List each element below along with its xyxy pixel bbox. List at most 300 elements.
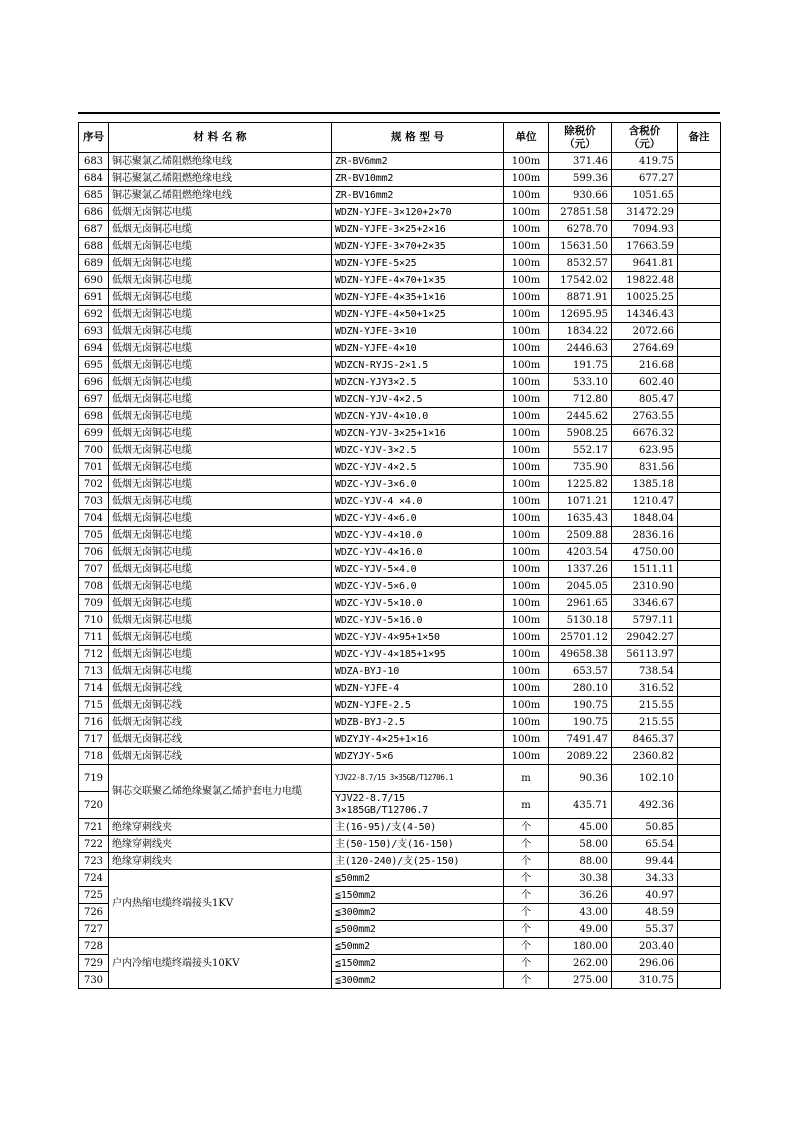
row-number: 730 — [79, 972, 109, 989]
price-ex-tax: 262.00 — [549, 955, 612, 972]
spec-model: ZR-BV10mm2 — [332, 170, 504, 187]
table-row — [79, 697, 721, 714]
material-name: 低烟无卤铜芯线 — [109, 748, 332, 765]
material-name: 低烟无卤铜芯电缆 — [109, 612, 332, 629]
unit: 100m — [504, 629, 549, 646]
price-inc-tax: 1385.18 — [612, 476, 678, 493]
spec-model: WDZN-YJFE-3×10 — [332, 323, 504, 340]
unit: 100m — [504, 527, 549, 544]
remark — [678, 561, 721, 578]
price-inc-tax: 65.54 — [612, 836, 678, 853]
price-inc-tax: 738.54 — [612, 663, 678, 680]
unit: 100m — [504, 170, 549, 187]
remark — [678, 697, 721, 714]
remark — [678, 391, 721, 408]
price-inc-tax: 8465.37 — [612, 731, 678, 748]
remark — [678, 340, 721, 357]
price-inc-tax: 2763.55 — [612, 408, 678, 425]
spec-model: WDZCN-YJY3×2.5 — [332, 374, 504, 391]
spec-model: WDZC-YJV-3×2.5 — [332, 442, 504, 459]
row-number: 702 — [79, 476, 109, 493]
spec-model: WDZCN-YJV-4×2.5 — [332, 391, 504, 408]
unit: 100m — [504, 238, 549, 255]
unit: 100m — [504, 544, 549, 561]
remark — [678, 663, 721, 680]
material-name: 低烟无卤铜芯电缆 — [109, 527, 332, 544]
spec-model: 主(120-240)/支(25-150) — [332, 853, 504, 870]
header-unit: 单位 — [504, 123, 549, 153]
table-row — [79, 836, 721, 853]
unit: 个 — [504, 972, 549, 989]
price-ex-tax: 30.38 — [549, 870, 612, 887]
material-name: 低烟无卤铜芯电缆 — [109, 646, 332, 663]
price-ex-tax: 5908.25 — [549, 425, 612, 442]
table-row — [79, 731, 721, 748]
row-number: 704 — [79, 510, 109, 527]
material-name: 绝缘穿刺线夹 — [109, 853, 332, 870]
material-name: 低烟无卤铜芯电缆 — [109, 374, 332, 391]
unit: 100m — [504, 425, 549, 442]
spec-model: WDZC-YJV-3×6.0 — [332, 476, 504, 493]
price-ex-tax: 17542.02 — [549, 272, 612, 289]
price-inc-tax: 310.75 — [612, 972, 678, 989]
material-name: 低烟无卤铜芯线 — [109, 731, 332, 748]
material-name: 低烟无卤铜芯电缆 — [109, 578, 332, 595]
spec-model: WDZN-YJFE-3×120+2×70 — [332, 204, 504, 221]
price-inc-tax: 99.44 — [612, 853, 678, 870]
price-ex-tax: 275.00 — [549, 972, 612, 989]
remark — [678, 853, 721, 870]
unit: 个 — [504, 904, 549, 921]
price-inc-tax: 1511.11 — [612, 561, 678, 578]
header-price-ex-tax-line1: 除税价 — [564, 124, 596, 137]
row-number: 684 — [79, 170, 109, 187]
price-ex-tax: 12695.95 — [549, 306, 612, 323]
price-ex-tax: 7491.47 — [549, 731, 612, 748]
material-name: 低烟无卤铜芯电缆 — [109, 238, 332, 255]
price-ex-tax: 1635.43 — [549, 510, 612, 527]
material-name: 低烟无卤铜芯电缆 — [109, 289, 332, 306]
unit: 个 — [504, 819, 549, 836]
row-number: 712 — [79, 646, 109, 663]
unit: 100m — [504, 680, 549, 697]
row-number: 720 — [79, 792, 109, 819]
material-name: 绝缘穿刺线夹 — [109, 819, 332, 836]
row-number: 689 — [79, 255, 109, 272]
row-number: 692 — [79, 306, 109, 323]
unit: 100m — [504, 561, 549, 578]
price-inc-tax: 215.55 — [612, 714, 678, 731]
price-ex-tax: 90.36 — [549, 765, 612, 792]
price-inc-tax: 203.40 — [612, 938, 678, 955]
table-row — [79, 870, 721, 887]
price-ex-tax: 191.75 — [549, 357, 612, 374]
price-inc-tax: 2360.82 — [612, 748, 678, 765]
unit: 个 — [504, 938, 549, 955]
spec-model: ≦50mm2 — [332, 938, 504, 955]
price-ex-tax: 1337.26 — [549, 561, 612, 578]
table-row — [79, 459, 721, 476]
price-inc-tax: 3346.67 — [612, 595, 678, 612]
table-row — [79, 938, 721, 955]
price-inc-tax: 2310.90 — [612, 578, 678, 595]
unit: 100m — [504, 289, 549, 306]
table-row — [79, 187, 721, 204]
price-ex-tax: 2446.63 — [549, 340, 612, 357]
table-row — [79, 289, 721, 306]
remark — [678, 836, 721, 853]
table-row — [79, 272, 721, 289]
unit: 100m — [504, 204, 549, 221]
price-inc-tax: 19822.48 — [612, 272, 678, 289]
spec-model: WDZA-BYJ-10 — [332, 663, 504, 680]
row-number: 686 — [79, 204, 109, 221]
row-number: 725 — [79, 887, 109, 904]
table-row — [79, 663, 721, 680]
table-row — [79, 510, 721, 527]
remark — [678, 921, 721, 938]
remark — [678, 955, 721, 972]
row-number: 721 — [79, 819, 109, 836]
material-name: 低烟无卤铜芯电缆 — [109, 204, 332, 221]
unit: 个 — [504, 887, 549, 904]
spec-model: ≦150mm2 — [332, 887, 504, 904]
row-number: 701 — [79, 459, 109, 476]
remark — [678, 972, 721, 989]
price-inc-tax: 55.37 — [612, 921, 678, 938]
table-row — [79, 442, 721, 459]
row-number: 693 — [79, 323, 109, 340]
material-name: 户内热缩电缆终端接头1KV — [109, 870, 332, 938]
remark — [678, 476, 721, 493]
remark — [678, 374, 721, 391]
row-number: 714 — [79, 680, 109, 697]
spec-model: WDZN-YJFE-4×70+1×35 — [332, 272, 504, 289]
remark — [678, 289, 721, 306]
table-row — [79, 578, 721, 595]
material-name: 低烟无卤铜芯电缆 — [109, 493, 332, 510]
price-ex-tax: 25701.12 — [549, 629, 612, 646]
unit: 100m — [504, 187, 549, 204]
row-number: 707 — [79, 561, 109, 578]
material-name: 低烟无卤铜芯电缆 — [109, 391, 332, 408]
remark — [678, 170, 721, 187]
price-ex-tax: 599.36 — [549, 170, 612, 187]
material-name: 低烟无卤铜芯电缆 — [109, 408, 332, 425]
remark — [678, 510, 721, 527]
header-remark: 备注 — [678, 123, 721, 153]
material-name: 低烟无卤铜芯电缆 — [109, 476, 332, 493]
header-price-ex-tax — [549, 123, 612, 153]
unit: 100m — [504, 476, 549, 493]
remark — [678, 748, 721, 765]
unit: 100m — [504, 221, 549, 238]
price-inc-tax: 29042.27 — [612, 629, 678, 646]
material-name: 低烟无卤铜芯电缆 — [109, 544, 332, 561]
row-number: 691 — [79, 289, 109, 306]
remark — [678, 792, 721, 819]
table-row — [79, 221, 721, 238]
price-ex-tax: 1071.21 — [549, 493, 612, 510]
remark — [678, 153, 721, 170]
spec-model: WDZC-YJV-4×6.0 — [332, 510, 504, 527]
price-ex-tax: 2089.22 — [549, 748, 612, 765]
remark — [678, 819, 721, 836]
row-number: 685 — [79, 187, 109, 204]
spec-model: YJV22-8.7/15 3×35GB/T12706.1 — [332, 765, 504, 792]
table-row — [79, 646, 721, 663]
price-ex-tax: 1225.82 — [549, 476, 612, 493]
price-inc-tax: 419.75 — [612, 153, 678, 170]
price-inc-tax: 805.47 — [612, 391, 678, 408]
price-inc-tax: 492.36 — [612, 792, 678, 819]
price-ex-tax: 49658.38 — [549, 646, 612, 663]
remark — [678, 306, 721, 323]
material-name: 低烟无卤铜芯线 — [109, 680, 332, 697]
table-row — [79, 853, 721, 870]
row-number: 709 — [79, 595, 109, 612]
material-name: 铜芯交联聚乙烯绝缘聚氯乙烯护套电力电缆 — [109, 765, 332, 819]
row-number: 710 — [79, 612, 109, 629]
remark — [678, 938, 721, 955]
table-row — [79, 374, 721, 391]
row-number: 705 — [79, 527, 109, 544]
material-name: 低烟无卤铜芯线 — [109, 697, 332, 714]
spec-model: 主(50-150)/支(16-150) — [332, 836, 504, 853]
table-row — [79, 476, 721, 493]
price-inc-tax: 40.97 — [612, 887, 678, 904]
price-ex-tax: 27851.58 — [549, 204, 612, 221]
price-ex-tax: 1834.22 — [549, 323, 612, 340]
unit: 100m — [504, 306, 549, 323]
row-number: 715 — [79, 697, 109, 714]
remark — [678, 680, 721, 697]
table-row — [79, 408, 721, 425]
material-name: 低烟无卤铜芯电缆 — [109, 510, 332, 527]
table-row — [79, 819, 721, 836]
remark — [678, 425, 721, 442]
price-inc-tax: 316.52 — [612, 680, 678, 697]
spec-model: WDZN-YJFE-4 — [332, 680, 504, 697]
price-ex-tax: 4203.54 — [549, 544, 612, 561]
price-inc-tax: 6676.32 — [612, 425, 678, 442]
spec-model: WDZC-YJV-4×10.0 — [332, 527, 504, 544]
spec-model: WDZC-YJV-4×16.0 — [332, 544, 504, 561]
table-row — [79, 629, 721, 646]
material-name: 低烟无卤铜芯电缆 — [109, 629, 332, 646]
table-row — [79, 595, 721, 612]
row-number: 722 — [79, 836, 109, 853]
unit: 100m — [504, 391, 549, 408]
price-inc-tax: 623.95 — [612, 442, 678, 459]
remark — [678, 204, 721, 221]
material-name: 低烟无卤铜芯电缆 — [109, 272, 332, 289]
remark — [678, 221, 721, 238]
spec-model: ≦300mm2 — [332, 972, 504, 989]
spec-model: WDZN-YJFE-4×35+1×16 — [332, 289, 504, 306]
unit: 100m — [504, 663, 549, 680]
unit: 100m — [504, 255, 549, 272]
price-ex-tax: 2961.65 — [549, 595, 612, 612]
price-inc-tax: 2764.69 — [612, 340, 678, 357]
unit: 100m — [504, 153, 549, 170]
price-ex-tax: 5130.18 — [549, 612, 612, 629]
header-no: 序号 — [79, 123, 109, 153]
unit: 100m — [504, 408, 549, 425]
price-inc-tax: 602.40 — [612, 374, 678, 391]
spec-model: WDZC-YJV-5×6.0 — [332, 578, 504, 595]
spec-model: 主(16-95)/支(4-50) — [332, 819, 504, 836]
remark — [678, 887, 721, 904]
unit: 100m — [504, 731, 549, 748]
unit: 个 — [504, 870, 549, 887]
row-number: 716 — [79, 714, 109, 731]
table-row — [79, 680, 721, 697]
price-ex-tax: 2509.88 — [549, 527, 612, 544]
price-ex-tax: 190.75 — [549, 714, 612, 731]
unit: m — [504, 792, 549, 819]
table-row — [79, 612, 721, 629]
price-inc-tax: 102.10 — [612, 765, 678, 792]
table-row — [79, 170, 721, 187]
remark — [678, 578, 721, 595]
remark — [678, 323, 721, 340]
spec-model: WDZYJY-4×25+1×16 — [332, 731, 504, 748]
price-inc-tax: 1051.65 — [612, 187, 678, 204]
row-number: 727 — [79, 921, 109, 938]
price-inc-tax: 216.68 — [612, 357, 678, 374]
row-number: 683 — [79, 153, 109, 170]
spec-model: WDZC-YJV-5×4.0 — [332, 561, 504, 578]
material-name: 铜芯聚氯乙烯阻燃绝缘电线 — [109, 153, 332, 170]
remark — [678, 187, 721, 204]
top-rule — [78, 112, 720, 114]
material-name: 户内冷缩电缆终端接头10KV — [109, 938, 332, 989]
header-price-ex-tax-line2: （元） — [564, 137, 596, 150]
spec-model: YJV22-8.7/15 3×185GB/T12706.7 — [332, 792, 504, 819]
price-ex-tax: 49.00 — [549, 921, 612, 938]
spec-model: ≦500mm2 — [332, 921, 504, 938]
material-name: 低烟无卤铜芯电缆 — [109, 663, 332, 680]
row-number: 723 — [79, 853, 109, 870]
unit: 100m — [504, 374, 549, 391]
price-inc-tax: 14346.43 — [612, 306, 678, 323]
price-ex-tax: 45.00 — [549, 819, 612, 836]
price-ex-tax: 653.57 — [549, 663, 612, 680]
row-number: 700 — [79, 442, 109, 459]
row-number: 695 — [79, 357, 109, 374]
table-row — [79, 493, 721, 510]
table-row — [79, 765, 721, 792]
remark — [678, 527, 721, 544]
table-row — [79, 425, 721, 442]
remark — [678, 459, 721, 476]
spec-model: WDZN-YJFE-2.5 — [332, 697, 504, 714]
remark — [678, 272, 721, 289]
row-number: 694 — [79, 340, 109, 357]
price-ex-tax: 88.00 — [549, 853, 612, 870]
material-name: 低烟无卤铜芯电缆 — [109, 323, 332, 340]
header-price-inc-tax-line1: 含税价 — [628, 124, 661, 137]
unit: 100m — [504, 493, 549, 510]
remark — [678, 238, 721, 255]
header-price-inc-tax-line2: （元） — [628, 137, 661, 150]
price-ex-tax: 735.90 — [549, 459, 612, 476]
material-name: 低烟无卤铜芯电缆 — [109, 561, 332, 578]
table-row — [79, 323, 721, 340]
spec-model: ZR-BV16mm2 — [332, 187, 504, 204]
remark — [678, 255, 721, 272]
spec-model: WDZC-YJV-5×10.0 — [332, 595, 504, 612]
material-name: 低烟无卤铜芯电缆 — [109, 221, 332, 238]
price-ex-tax: 36.26 — [549, 887, 612, 904]
unit: 100m — [504, 714, 549, 731]
price-inc-tax: 831.56 — [612, 459, 678, 476]
spec-model: WDZN-YJFE-4×50+1×25 — [332, 306, 504, 323]
row-number: 687 — [79, 221, 109, 238]
spec-model: WDZC-YJV-4 ×4.0 — [332, 493, 504, 510]
unit: 100m — [504, 459, 549, 476]
unit: 100m — [504, 646, 549, 663]
row-number: 696 — [79, 374, 109, 391]
unit: 100m — [504, 578, 549, 595]
table-row — [79, 391, 721, 408]
spec-model: WDZCN-YJV-3×25+1×16 — [332, 425, 504, 442]
unit: 100m — [504, 357, 549, 374]
unit: 个 — [504, 921, 549, 938]
price-ex-tax: 180.00 — [549, 938, 612, 955]
remark — [678, 765, 721, 792]
price-ex-tax: 533.10 — [549, 374, 612, 391]
price-inc-tax: 1210.47 — [612, 493, 678, 510]
unit: 个 — [504, 955, 549, 972]
row-number: 711 — [79, 629, 109, 646]
remark — [678, 357, 721, 374]
price-ex-tax: 6278.70 — [549, 221, 612, 238]
price-inc-tax: 7094.93 — [612, 221, 678, 238]
table-row — [79, 340, 721, 357]
price-ex-tax: 8871.91 — [549, 289, 612, 306]
price-ex-tax: 371.46 — [549, 153, 612, 170]
spec-model: WDZB-BYJ-2.5 — [332, 714, 504, 731]
row-number: 726 — [79, 904, 109, 921]
material-name: 低烟无卤铜芯电缆 — [109, 255, 332, 272]
row-number: 718 — [79, 748, 109, 765]
spec-model: WDZC-YJV-5×16.0 — [332, 612, 504, 629]
remark — [678, 646, 721, 663]
price-inc-tax: 2836.16 — [612, 527, 678, 544]
material-name: 低烟无卤铜芯电缆 — [109, 459, 332, 476]
price-inc-tax: 1848.04 — [612, 510, 678, 527]
spec-model: ≦50mm2 — [332, 870, 504, 887]
price-ex-tax: 15631.50 — [549, 238, 612, 255]
price-ex-tax: 2445.62 — [549, 408, 612, 425]
spec-model: WDZC-YJV-4×2.5 — [332, 459, 504, 476]
table-row — [79, 714, 721, 731]
row-number: 706 — [79, 544, 109, 561]
material-name: 铜芯聚氯乙烯阻燃绝缘电线 — [109, 187, 332, 204]
unit: m — [504, 765, 549, 792]
material-name: 低烟无卤铜芯电缆 — [109, 595, 332, 612]
price-ex-tax: 552.17 — [549, 442, 612, 459]
row-number: 717 — [79, 731, 109, 748]
price-inc-tax: 10025.25 — [612, 289, 678, 306]
material-name: 低烟无卤铜芯电缆 — [109, 357, 332, 374]
price-ex-tax: 712.80 — [549, 391, 612, 408]
price-inc-tax: 31472.29 — [612, 204, 678, 221]
price-inc-tax: 2072.66 — [612, 323, 678, 340]
remark — [678, 714, 721, 731]
